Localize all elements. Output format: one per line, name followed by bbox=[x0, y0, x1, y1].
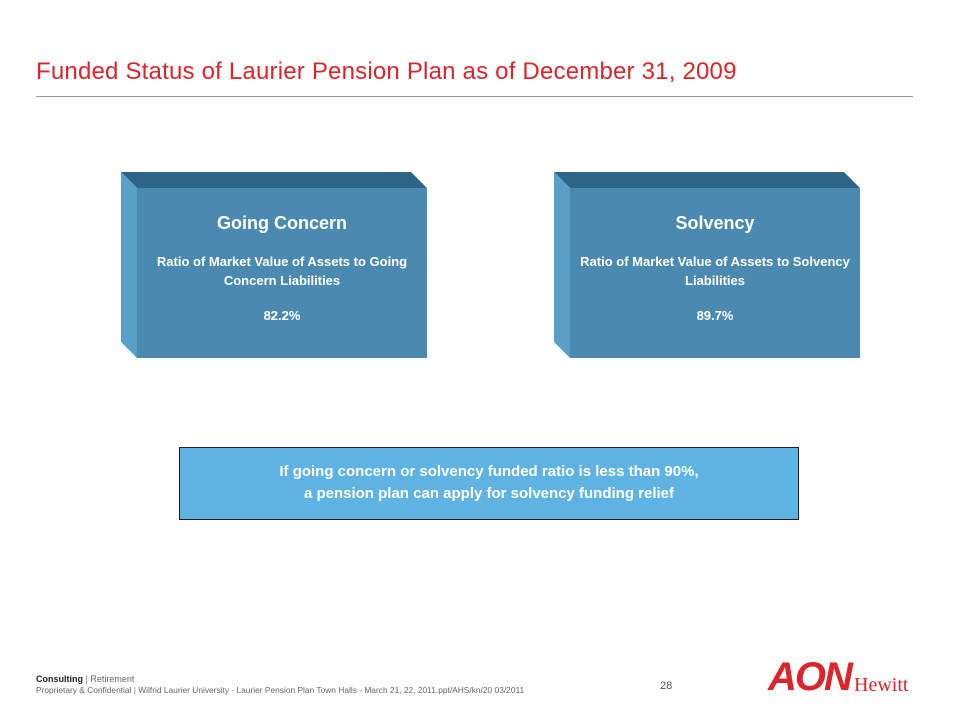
callout-line-2: a pension plan can apply for solvency funding relief bbox=[303, 485, 675, 502]
going-concern-description: Ratio of Market Value of Assets to Going Concern Liabilities bbox=[156, 254, 408, 288]
footer-document-info: Wilfrid Laurier University - Laurier Pension Plan Town Halls - March 21, 22, 2011.ppt/AHS/kn/20 03/2011 bbox=[138, 685, 525, 695]
going-concern-box bbox=[121, 172, 427, 358]
solvency-heading: Solvency bbox=[675, 213, 755, 233]
page-number: 28 bbox=[660, 680, 673, 692]
solvency-value: 89.7% bbox=[696, 308, 734, 323]
solvency-description: Ratio of Market Value of Assets to Solvency Liabilities bbox=[580, 254, 850, 288]
footer-division bbox=[36, 674, 134, 684]
footer-separator: | bbox=[133, 685, 136, 695]
footer-confidentiality: Proprietary & Confidential bbox=[36, 685, 132, 695]
going-concern-value: 82.2% bbox=[263, 308, 301, 323]
solvency-box bbox=[554, 172, 860, 358]
footer-document-line bbox=[36, 685, 524, 695]
going-concern-heading: Going Concern bbox=[217, 213, 347, 233]
funding-relief-callout bbox=[179, 447, 799, 520]
title-divider bbox=[36, 96, 913, 97]
logo-aon-text: AON bbox=[768, 655, 851, 699]
footer-division-name: Consulting bbox=[36, 674, 83, 684]
page-title: Funded Status of Laurier Pension Plan as of December 31, 2009 bbox=[36, 58, 737, 85]
footer-practice: Retirement bbox=[90, 674, 135, 684]
aon-hewitt-logo bbox=[768, 654, 916, 700]
callout-line-1: If going concern or solvency funded ratio is less than 90%, bbox=[279, 463, 699, 480]
logo-hewitt-text: Hewitt bbox=[854, 674, 909, 696]
footer-separator: | bbox=[85, 674, 88, 684]
